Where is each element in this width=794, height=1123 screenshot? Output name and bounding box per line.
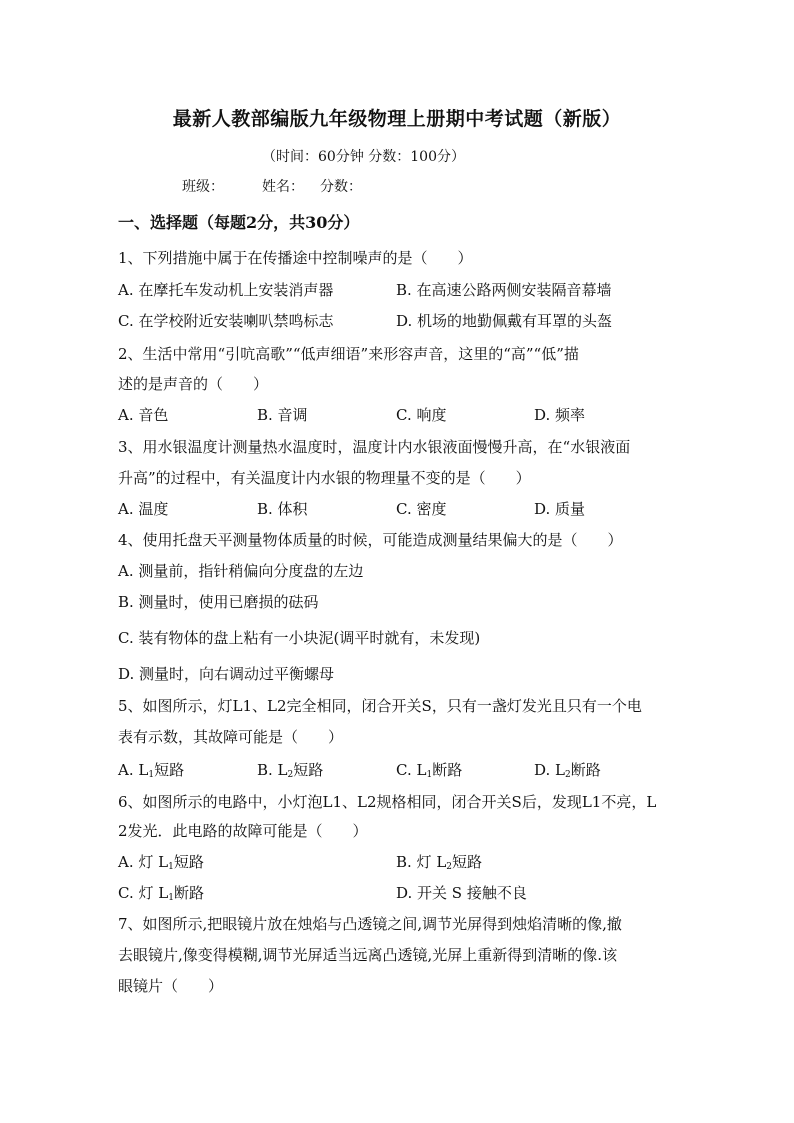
- question-6-option-a: A. 灯 $L_1$短路: [118, 853, 204, 872]
- question-6-option-d: D. 开关 S 接触不良: [396, 884, 527, 902]
- class-field: 班级：: [182, 179, 224, 195]
- question-7-stem-line-3: 眼镜片（ ）: [118, 977, 224, 995]
- question-1-option-a: A. 在摩托车发动机上安装消声器: [118, 281, 334, 299]
- question-6-option-b: B. 灯 $L_2$短路: [396, 853, 483, 872]
- question-4-option-b: B. 测量时，使用已磨损的砝码: [118, 593, 319, 611]
- question-5-option-b: B. $L_2$短路: [257, 761, 324, 780]
- question-7-stem-line-1: 7、如图所示,把眼镜片放在烛焰与凸透镜之间,调节光屏得到烛焰清晰的像,撤: [118, 915, 622, 933]
- question-4-option-d: D. 测量时，向右调动过平衡螺母: [118, 665, 335, 683]
- question-5-option-a: A. $L_1$短路: [118, 761, 185, 780]
- question-1-stem: 1、下列措施中属于在传播途中控制噪声的是（ ）: [118, 249, 473, 267]
- question-6-stem-line-2: 2发光．此电路的故障可能是（ ）: [118, 822, 368, 840]
- question-4-option-a: A. 测量前，指针稍偏向分度盘的左边: [118, 562, 364, 580]
- question-5-stem-line-2: 表有示数，其故障可能是（ ）: [118, 728, 344, 746]
- exam-info: （时间：60分钟 分数：100分）: [262, 149, 465, 165]
- question-4-stem: 4、使用托盘天平测量物体质量的时候，可能造成测量结果偏大的是（ ）: [118, 531, 623, 549]
- score-field: 分数：: [320, 179, 362, 195]
- question-6-option-c: C. 灯 $L_1$断路: [118, 884, 204, 903]
- question-3-stem-line-2: 升高”的过程中，有关温度计内水银的物理量不变的是（ ）: [118, 469, 531, 487]
- question-3-option-b: B. 体积: [257, 500, 308, 518]
- question-1-option-c: C. 在学校附近安装喇叭禁鸣标志: [118, 312, 334, 330]
- question-5-option-d: D. $L_2$断路: [534, 761, 601, 780]
- question-5-option-c: C. $L_1$断路: [396, 761, 463, 780]
- question-3-stem-line-1: 3、用水银温度计测量热水温度时，温度计内水银液面慢慢升高，在“水银液面: [118, 438, 631, 456]
- name-field: 姓名：: [262, 179, 304, 195]
- question-2-stem-line-2: 述的是声音的（ ）: [118, 375, 269, 393]
- question-4-option-c: C. 装有物体的盘上粘有一小块泥(调平时就有，未发现): [118, 629, 481, 647]
- question-2-option-b: B. 音调: [257, 406, 308, 424]
- question-1-option-d: D. 机场的地勤佩戴有耳罩的头盔: [396, 312, 613, 330]
- question-3-option-d: D. 质量: [534, 500, 586, 518]
- question-1-option-b: B. 在高速公路两侧安装隔音幕墙: [396, 281, 612, 299]
- exam-title: 最新人教部编版九年级物理上册期中考试题（新版）: [172, 108, 622, 130]
- question-5-stem-line-1: 5、如图所示，灯L1、L2完全相同，闭合开关S，只有一盏灯发光且只有一个电: [118, 697, 642, 715]
- section-heading: 一、选择题（每题2分，共30分）: [118, 213, 360, 232]
- question-6-stem-line-1: 6、如图所示的电路中，小灯泡L1、L2规格相同，闭合开关S后，发现L1不亮，L: [118, 793, 657, 811]
- question-3-option-c: C. 密度: [396, 500, 447, 518]
- question-2-option-d: D. 频率: [534, 406, 586, 424]
- question-2-option-c: C. 响度: [396, 406, 447, 424]
- question-3-option-a: A. 温度: [118, 500, 169, 518]
- question-2-stem-line-1: 2、生活中常用“引吭高歌”“低声细语”来形容声音，这里的“高”“低”描: [118, 345, 579, 363]
- question-2-option-a: A. 音色: [118, 406, 169, 424]
- question-7-stem-line-2: 去眼镜片,像变得模糊,调节光屏适当远离凸透镜,光屏上重新得到清晰的像.该: [118, 946, 618, 964]
